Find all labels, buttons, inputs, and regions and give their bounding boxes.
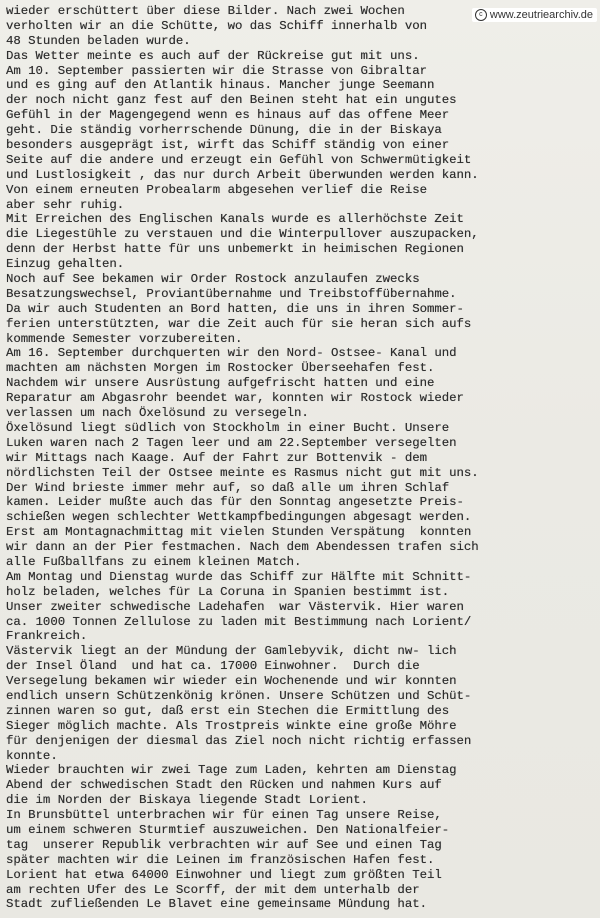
text-line: wieder erschüttert über diese Bilder. Nach zwei Wochen [6,4,405,18]
text-line: am rechten Ufer des Le Scorff, der mit dem unterhalb der [6,882,420,897]
text-line: Luken waren nach 2 Tagen leer und am 22.September versegelten [6,435,457,450]
text-line: Mit Erreichen des Englischen Kanals wurde es allerhöchste Zeit [6,212,464,227]
text-line: ca. 1000 Tonnen Zellulose zu laden mit Bestimmung nach Lorient/ [6,614,472,629]
text-line: und Lustlosigkeit , das nur durch Arbeit überwunden werden kann. [6,167,479,182]
text-line: Erst am Montagnachmittag mit vielen Stunden Verspätung konnten [6,525,472,540]
text-line: Nachdem wir unsere Ausrüstung aufgefrischt hatten und eine [6,376,435,391]
copyright-icon: c [475,9,487,21]
text-line: machten am nächsten Morgen im Rostocker Überseehafen fest. [6,361,435,376]
text-line: Öxelösund liegt südlich von Stockholm in einer Bucht. Unsere [6,420,450,435]
text-line: Unser zweiter schwedische Ladehafen war Västervik. Hier waren [6,599,464,614]
text-line: zinnen waren so gut, daß erst ein Stechen die Ermittlung des [6,703,450,718]
text-line: Am 16. September durchquerten wir den Nord- Ostsee- Kanal und [6,346,457,361]
text-line: die Liegestühle zu verstauen und die Winterpullover auszupacken, [6,227,479,242]
text-line: Noch auf See bekamen wir Order Rostock anzulaufen zwecks [6,272,420,287]
text-line: Besatzungswechsel, Proviantübernahme und Treibstoffübernahme. [6,286,457,301]
text-line: wir dann an der Pier festmachen. Nach dem Abendessen trafen sich [6,540,479,555]
text-line: Das Wetter meinte es auch auf der Rückreise gut mit uns. [6,48,420,63]
watermark-text: www.zeutriearchiv.de [489,9,593,21]
archive-watermark [472,8,597,22]
text-line: schießen wegen schlechter Wettkampfbedingungen abgesagt werden. [6,510,472,525]
text-line: Lorient hat etwa 64000 Einwohner und liegt zum größten Teil [6,867,442,882]
text-line: Reparatur am Abgasrohr beendet war, konnten wir Rostock wieder [6,391,464,406]
text-line: alle Fußballfans zu einem kleinen Match. [6,554,302,569]
text-line: Sieger möglich machte. Als Trostpreis winkte eine große Möhre [6,718,457,733]
text-line: und es ging auf den Atlantik hinaus. Mancher junge Seemann [6,78,435,93]
text-line: ferien unterstützten, war die Zeit auch für sie heran sich aufs [6,316,472,331]
text-line: kommende Semester vorzubereiten. [6,331,243,346]
text-line: tag unserer Republik verbrachten wir auf See und einen Tag [6,837,442,852]
text-line: der noch nicht ganz fest auf den Beinen steht hat ein ungutes [6,93,457,108]
text-line: Der Wind brieste immer mehr auf, so daß alle um ihren Schlaf [6,480,450,495]
text-line: Am Montag und Dienstag wurde das Schiff zur Hälfte mit Schnitt- [6,569,472,584]
text-line: verlassen um nach Öxelösund zu versegeln. [6,406,309,421]
text-line: geht. Die ständig vorherrschende Dünung, die in der Biskaya [6,123,442,138]
text-line: besonders ausgeprägt ist, wirft das Schiff ständig von einer [6,138,450,153]
text-line: der Insel Öland und hat ca. 17000 Einwohner. Durch die [6,659,420,674]
text-line: die im Norden der Biskaya liegende Stadt Lorient. [6,793,368,808]
text-line: Stadt zufließenden Le Blavet eine gemeinsame Mündung hat. [6,897,427,912]
text-line: verholten wir an die Schütte, wo das Schiff innerhalb von [6,18,427,33]
text-line: Gefühl in der Magengegend wenn es hinaus auf das offene Meer [6,108,450,123]
text-line: kamen. Leider mußte auch das für den Sonntag angesetzte Preis- [6,495,464,510]
text-line: denn der Herbst hatte für uns unbemerkt in heimischen Regionen [6,242,464,257]
text-line: Wieder brauchten wir zwei Tage zum Laden, kehrten am Dienstag [6,763,457,778]
typewritten-text [6,4,596,912]
text-line: Abend der schwedischen Stadt den Rücken und nahmen Kurs auf [6,778,442,793]
text-line: Versegelung bekamen wir wieder ein Wochenende und wir konnten [6,674,457,689]
text-line: später machten wir die Leinen im französischen Hafen fest. [6,852,435,867]
text-line: Von einem erneuten Probealarm abgesehen verlief die Reise [6,182,427,197]
text-line: Einzug gehalten. [6,257,125,272]
text-line: konnte. [6,748,58,763]
text-line: holz beladen, welches für La Coruna in Spanien bestimmt ist. [6,584,450,599]
text-line: um einem schweren Sturmtief auszuweichen. Den Nationalfeier- [6,822,450,837]
text-line: für denjenigen der diesmal das Ziel noch nicht richtig erfassen [6,733,472,748]
text-line: wir Mittags nach Kaage. Auf der Fahrt zur Bottenvik - dem [6,450,427,465]
text-line: nördlichsten Teil der Ostsee meinte es Rasmus nicht gut mit uns. [6,465,479,480]
text-line: Da wir auch Studenten an Bord hatten, die uns in ihren Sommer- [6,301,464,316]
text-line: aber sehr ruhig. [6,197,125,212]
text-line: Am 10. September passierten wir die Strasse von Gibraltar [6,63,427,78]
text-line: Frankreich. [6,629,88,644]
text-line: Västervik liegt an der Mündung der Gamlebyvik, dicht nw- lich [6,644,457,659]
text-line: Seite auf die andere und erzeugt ein Gefühl von Schwermütigkeit [6,152,472,167]
text-line: In Brunsbüttel unterbrachen wir für einen Tag unsere Reise, [6,808,442,823]
text-line: endlich unsern Schützenkönig krönen. Unsere Schützen und Schüt- [6,688,472,703]
text-line: 48 Stunden beladen wurde. [6,33,191,48]
